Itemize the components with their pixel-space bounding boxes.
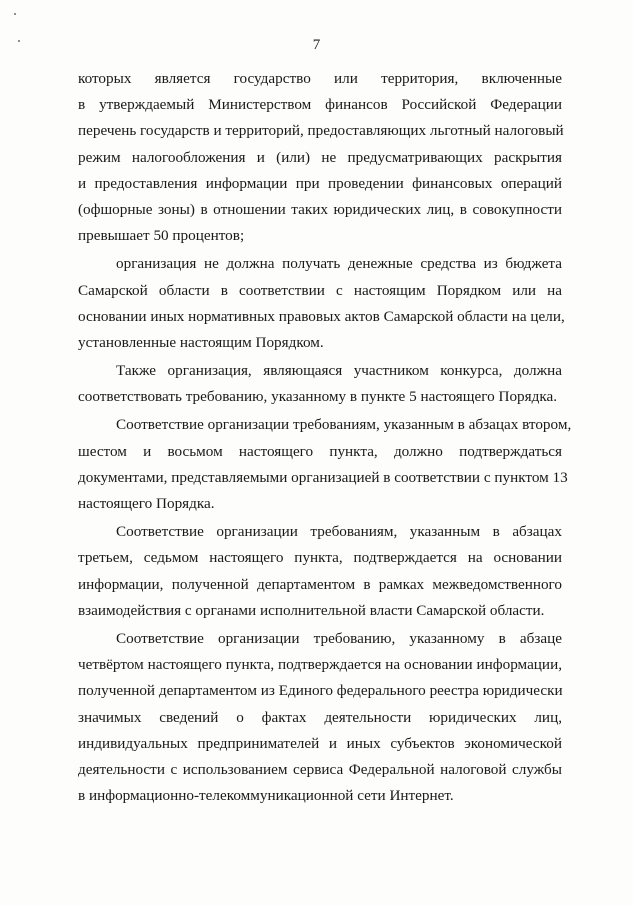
- paragraph-interagency-confirmation: [78, 519, 562, 624]
- text-line: режим налогообложения и (или) не предусматривающих раскрытия: [78, 148, 562, 166]
- text-line: и предоставления информации при проведении финансовых операций: [78, 174, 562, 192]
- text-line: индивидуальных предпринимателей и иных субъектов экономической: [78, 734, 562, 752]
- text-line: организация не должна получать денежные средства из бюджета: [116, 255, 562, 273]
- text-line: в утверждаемый Министерством финансов Российской Федерации: [78, 96, 562, 114]
- text-line: Самарской области в соответствии с настоящим Порядком или на: [78, 281, 562, 299]
- text-line: третьем, седьмом настоящего пункта, подтверждается на основании: [78, 549, 562, 567]
- paragraph-documents-confirmation: [78, 412, 572, 517]
- text-line: (офшорные зоны) в отношении таких юридических лиц, в совокупности: [78, 200, 562, 218]
- paragraph-no-budget-funds: [78, 251, 565, 356]
- text-line: шестом и восьмом настоящего пункта, должно подтверждаться: [78, 442, 562, 460]
- text-line: значимых сведений о фактах деятельности юридических лиц,: [78, 708, 562, 726]
- page-number: 7: [312, 37, 321, 53]
- text-line: взаимодействия с органами исполнительной власти Самарской области.: [78, 601, 545, 619]
- text-line: четвёртом настоящего пункта, подтверждается на основании информации,: [78, 656, 562, 674]
- text-line: соответствовать требованию, указанному в пункте 5 настоящего Порядка.: [78, 388, 558, 406]
- text-line: настоящего Порядка.: [78, 495, 215, 512]
- scan-speck: [14, 13, 16, 15]
- text-line: основании иных нормативных правовых актов Самарской области на цели,: [78, 307, 565, 325]
- text-line: документами, представляемыми организацией в соответствии с пунктом 13: [78, 468, 568, 486]
- text-line: полученной департаментом из Единого федерального реестра юридически: [78, 682, 563, 700]
- text-line: в информационно-телекоммуникационной сети Интернет.: [78, 787, 454, 805]
- paragraph-registry-confirmation: [78, 626, 562, 809]
- document-body: [78, 66, 572, 809]
- paragraph-offshore-criteria: [78, 66, 562, 249]
- text-line: превышает 50 процентов;: [78, 227, 245, 245]
- text-line: Соответствие организации требованиям, указанным в абзацах: [116, 523, 562, 541]
- text-line: установленные настоящим Порядком.: [78, 333, 324, 351]
- paragraph-participant-requirement: [78, 358, 562, 410]
- text-line: Соответствие организации требованиям, указанным в абзацах втором,: [116, 416, 572, 434]
- text-line: деятельности с использованием сервиса Федеральной налоговой службы: [78, 760, 562, 778]
- text-line: Соответствие организации требованию, указанному в абзаце: [116, 629, 562, 647]
- text-line: информации, полученной департаментом в рамках межведомственного: [78, 575, 562, 593]
- text-line: которых является государство или территория, включенные: [78, 70, 562, 87]
- text-line: перечень государств и территорий, предоставляющих льготный налоговый: [78, 122, 564, 140]
- text-line: Также организация, являющаяся участником конкурса, должна: [116, 362, 562, 380]
